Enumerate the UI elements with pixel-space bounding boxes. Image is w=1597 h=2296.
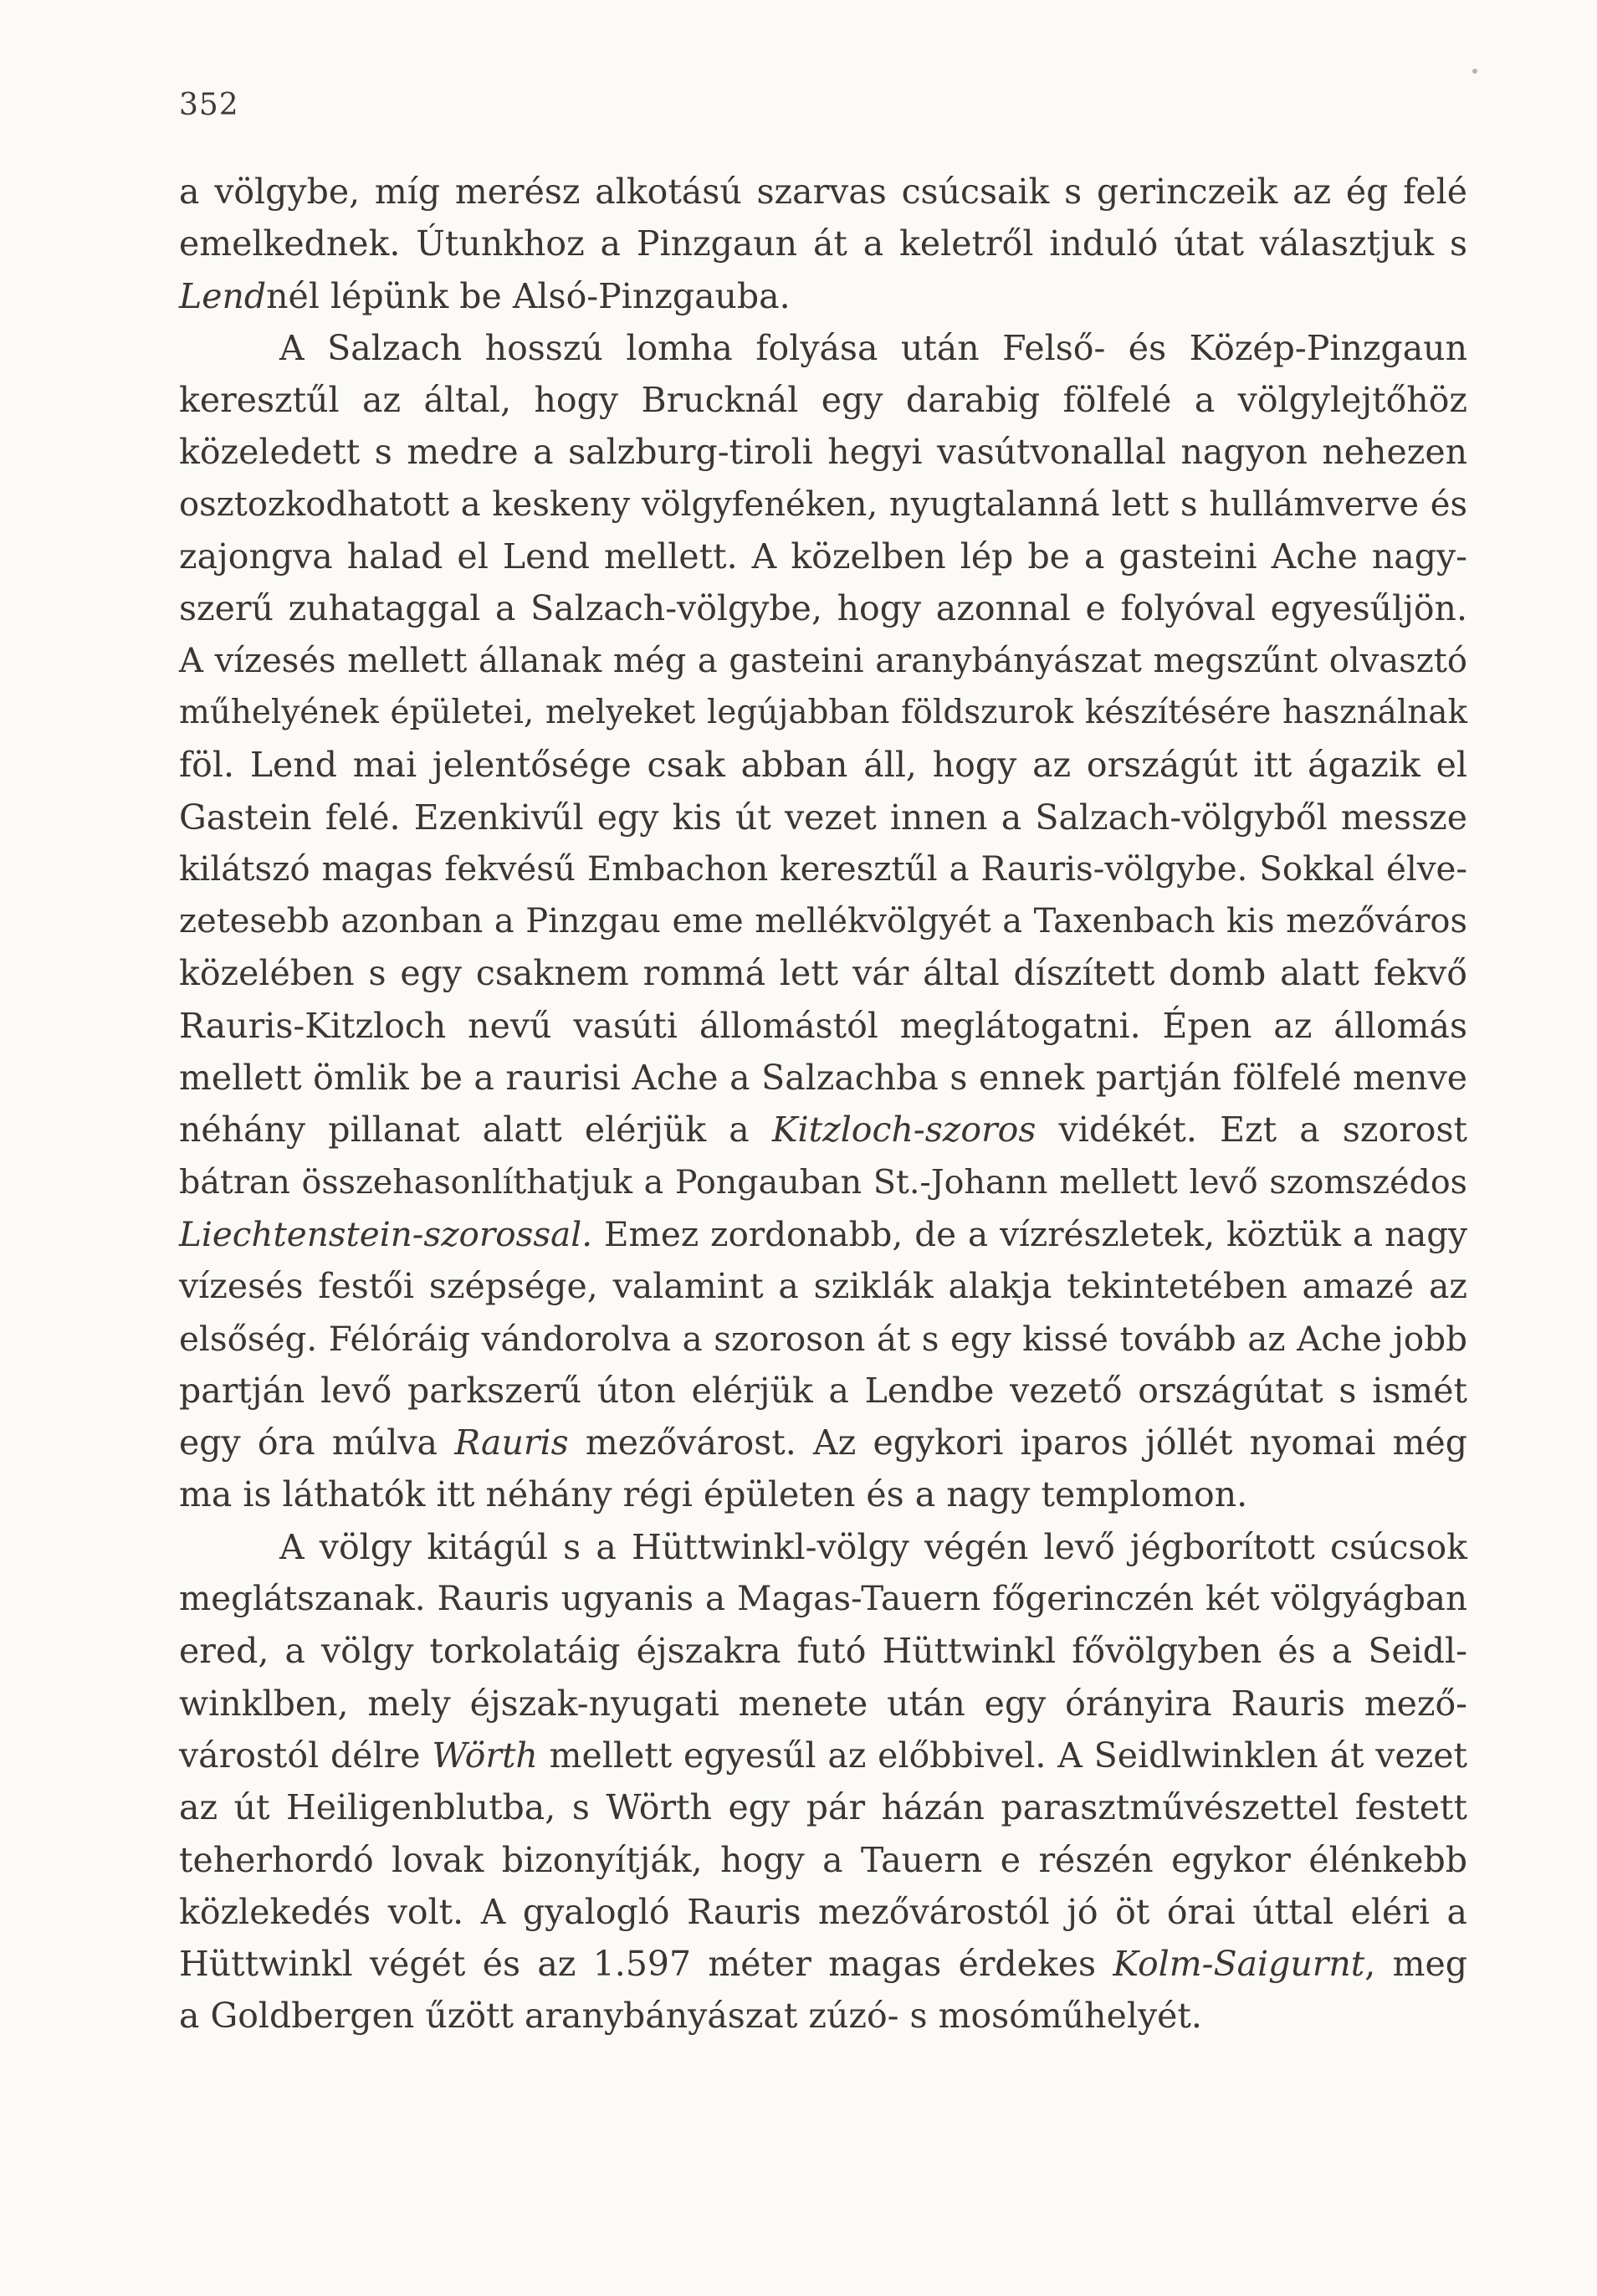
text-line: zajongva halad el Lend mellett. A közelben lép be a gasteini Ache nagy-	[179, 536, 1467, 577]
text-run: , meg	[1364, 1944, 1468, 1985]
text-run: mellett egyesűl az előbbivel. A Seidlwinklen át vezet	[537, 1735, 1467, 1776]
text-run: Hüttwinkl végét és az 1.597 méter magas érdekes	[179, 1944, 1113, 1985]
text-run: vidékét. Ezt a szorost	[1036, 1110, 1468, 1151]
text-run: nél lépünk be Alsó-Pinzgauba.	[266, 275, 791, 316]
text-line: a Goldbergen űzött aranybányászat zúzó- s mosóműhelyét.	[179, 1996, 1202, 2037]
text-line	[179, 1208, 1467, 1260]
text-line: osztozkodhatott a keskeny völgyfenéken, nyugtalanná lett s hullámverve és	[179, 484, 1467, 524]
text-line: ma is láthatók itt néhány régi épületen és a nagy templomon.	[179, 1474, 1248, 1515]
italic-place-name: Kitzloch-szoros	[771, 1110, 1037, 1151]
text-line: teherhordó lovak bizonyítják, hogy a Tauern e részén egykor élénkebb	[179, 1839, 1467, 1880]
italic-place-name: Liechtenstein-szorossal.	[179, 1213, 593, 1254]
text-line: Rauris-Kitzloch nevű vasúti állomástól meglátogatni. Épen az állomás	[179, 1005, 1467, 1046]
text-line	[179, 1417, 1467, 1468]
text-line: ered, a völgy torkolatáig éjszakra futó Hüttwinkl fővölgyben és a Seidl-	[179, 1631, 1467, 1672]
text-run: néhány pillanat alatt elérjük a	[179, 1110, 772, 1151]
text-line: bátran összehasonlíthatjuk a Pongauban St.-Johann mellett levő szomszédos	[179, 1162, 1467, 1202]
text-line: A völgy kitágúl s a Hüttwinkl-völgy végén levő jégborított csúcsok	[279, 1526, 1467, 1567]
text-line: az út Heiligenblutba, s Wörth egy pár házán parasztművészettel festett	[179, 1787, 1467, 1828]
text-line: Gastein felé. Ezenkivűl egy kis út vezet innen a Salzach-völgyből messze	[179, 797, 1467, 838]
text-line: A vízesés mellett állanak még a gasteini aranybányászat megszűnt olvasztó	[179, 641, 1467, 680]
text-line: keresztűl az által, hogy Brucknál egy darabig fölfelé a völgylejtőhöz	[179, 380, 1467, 421]
text-line	[179, 1104, 1467, 1156]
text-line: szerű zuhataggal a Salzach-völgybe, hogy azonnal e folyóval egyesűljön.	[179, 588, 1467, 629]
text-line: a völgybe, míg merész alkotású szarvas csúcsaik s gerinczeik az ég felé	[179, 172, 1467, 212]
italic-place-name: Wörth	[432, 1735, 538, 1776]
text-line: vízesés festői szépsége, valamint a sziklák alakja tekintetében amazé az	[179, 1266, 1467, 1307]
text-line: meglátszanak. Rauris ugyanis a Magas-Tauern főgerinczén két völgyágban	[179, 1579, 1467, 1619]
text-line: közeledett s medre a salzburg-tiroli hegyi vasútvonallal nagyon nehezen	[179, 432, 1467, 473]
text-line: föl. Lend mai jelentősége csak abban áll, hogy az országút itt ágazik el	[179, 745, 1467, 786]
italic-place-name: Lend	[179, 275, 267, 316]
text-run: egy óra múlva	[179, 1422, 455, 1463]
text-run: Emez zordonabb, de a vízrészletek, köztük a nagy	[592, 1213, 1467, 1254]
page-number: 352	[179, 88, 239, 122]
text-line: elsőség. Félóráig vándorolva a szoroson át s egy kissé tovább az Ache jobb	[179, 1318, 1467, 1359]
italic-place-name: Rauris	[454, 1422, 569, 1463]
text-line: kilátszó magas fekvésű Embachon keresztűl a Rauris-völgybe. Sokkal élve-	[179, 848, 1467, 889]
text-line: emelkednek. Útunkhoz a Pinzgaun át a keletről induló útat választjuk s	[179, 223, 1467, 264]
text-line	[179, 1730, 1467, 1781]
text-line: mellett ömlik be a raurisi Ache a Salzachba s ennek partján fölfelé menve	[179, 1058, 1467, 1099]
text-line: közlekedés volt. A gyalogló Rauris mezővárostól jó öt órai úttal eléri a	[179, 1891, 1467, 1932]
italic-place-name: Kolm-Saigurnt	[1113, 1944, 1365, 1985]
text-line	[179, 1938, 1467, 1990]
text-line: A Salzach hosszú lomha folyása után Felső- és Közép-Pinzgaun	[279, 327, 1467, 368]
text-line: közelében s egy csaknem rommá lett vár által díszített domb alatt fekvő	[179, 953, 1467, 994]
text-line: műhelyének épületei, melyeket legújabban földszurok készítésére használnak	[179, 693, 1467, 731]
text-run: várostól délre	[179, 1735, 433, 1776]
text-line: zetesebb azonban a Pinzgau eme mellékvölgyét a Taxenbach kis mezőváros	[179, 902, 1467, 941]
paper-speck	[1472, 69, 1477, 74]
text-line	[179, 270, 1467, 322]
body-text	[179, 166, 1467, 2042]
text-line: partján levő parkszerű úton elérjük a Lendbe vezető országútat s ismét	[179, 1370, 1467, 1411]
text-run: mezővárost. Az egykori iparos jóllét nyomai még	[568, 1422, 1468, 1463]
text-line: winklben, mely éjszak-nyugati menete után egy órányira Rauris mező-	[179, 1683, 1467, 1724]
